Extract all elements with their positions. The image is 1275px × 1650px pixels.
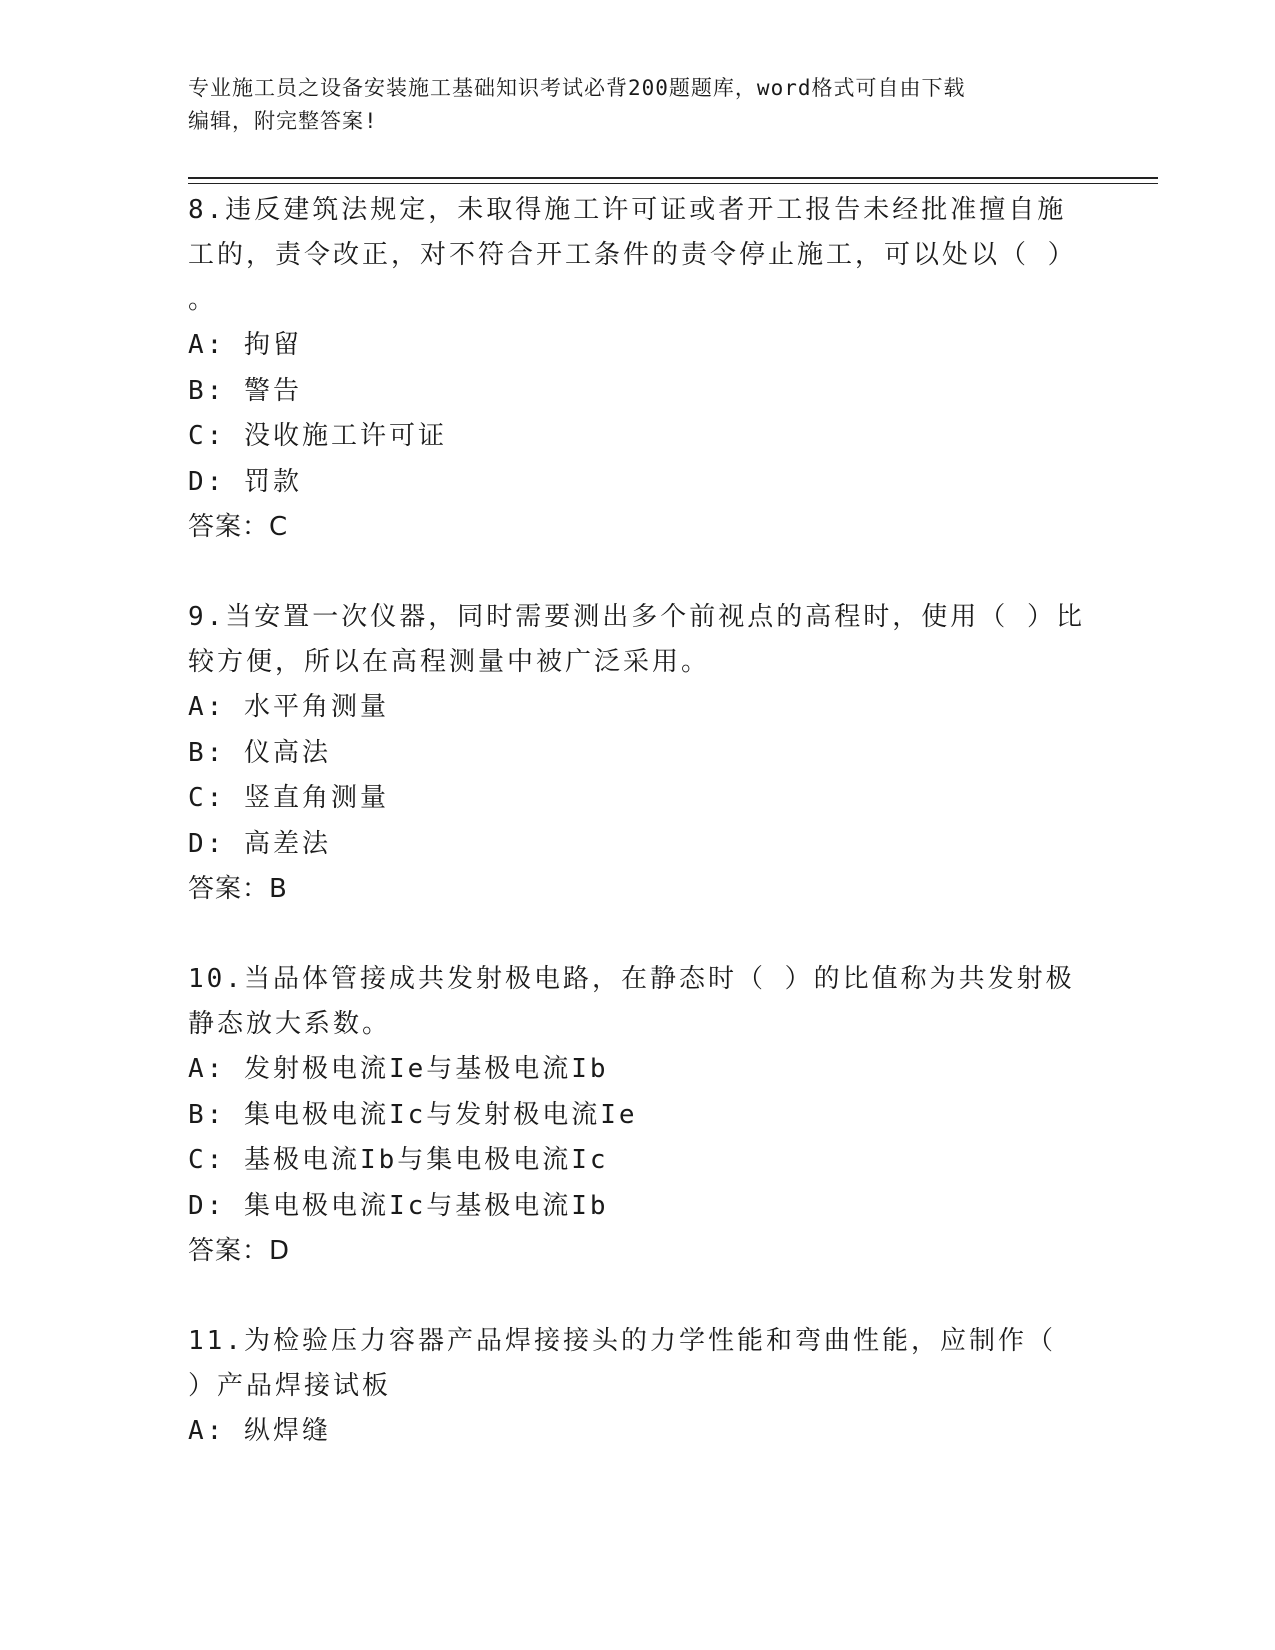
answer-label: 答案：B [188,874,288,904]
question-11 [188,1319,1088,1455]
option-d: D: 高差法 [188,828,331,859]
question-text-line: 。 [188,285,218,315]
option-a: A: 拘留 [188,330,302,360]
answer-label: 答案：D [188,1236,291,1266]
header-line-2: 编辑，附完整答案! [188,109,378,133]
question-text-line: 10.当品体管接成共发射极电路，在静态时（ ）的比值称为共发射极 [188,964,1075,994]
option-c: C: 没收施工许可证 [188,421,447,451]
header-divider-top [188,177,1158,179]
option-b: B: 仪高法 [188,737,331,768]
question-text-line: ）产品焊接试板 [188,1371,392,1401]
option-c: C: 竖直角测量 [188,783,389,813]
question-text-line: 9.当安置一次仪器，同时需要测出多个前视点的高程时，使用（ ）比 [188,602,1085,632]
question-8 [188,188,1088,550]
option-a: A: 发射极电流Ie与基极电流Ib [188,1054,609,1084]
question-10 [188,957,1088,1274]
question-text-line: 11.为检验压力容器产品焊接接头的力学性能和弯曲性能，应制作（ [188,1326,1056,1356]
question-text-line: 8.违反建筑法规定，未取得施工许可证或者开工报告未经批准擅自施 [188,195,1067,225]
question-text-line: 静态放大系数。 [188,1009,392,1039]
option-a: A: 纵焊缝 [188,1416,331,1446]
option-d: D: 集电极电流Ic与基极电流Ib [188,1190,609,1221]
question-9 [188,595,1088,912]
question-list [188,188,1088,1455]
question-text-line: 较方便，所以在高程测量中被广泛采用。 [188,647,711,677]
question-text-line: 工的，责令改正，对不符合开工条件的责令停止施工，可以处以（ ） [188,240,1077,270]
answer-label: 答案：C [188,512,289,542]
option-d: D: 罚款 [188,466,302,497]
option-c: C: 基极电流Ib与集电极电流Ic [188,1145,609,1175]
option-b: B: 警告 [188,375,302,406]
header-line-1: 专业施工员之设备安装施工基础知识考试必背200题题库，word格式可自由下载 [188,76,966,100]
document-header [188,72,1088,138]
option-b: B: 集电极电流Ic与发射极电流Ie [188,1099,638,1130]
option-a: A: 水平角测量 [188,692,389,722]
header-divider-bottom [188,183,1158,184]
